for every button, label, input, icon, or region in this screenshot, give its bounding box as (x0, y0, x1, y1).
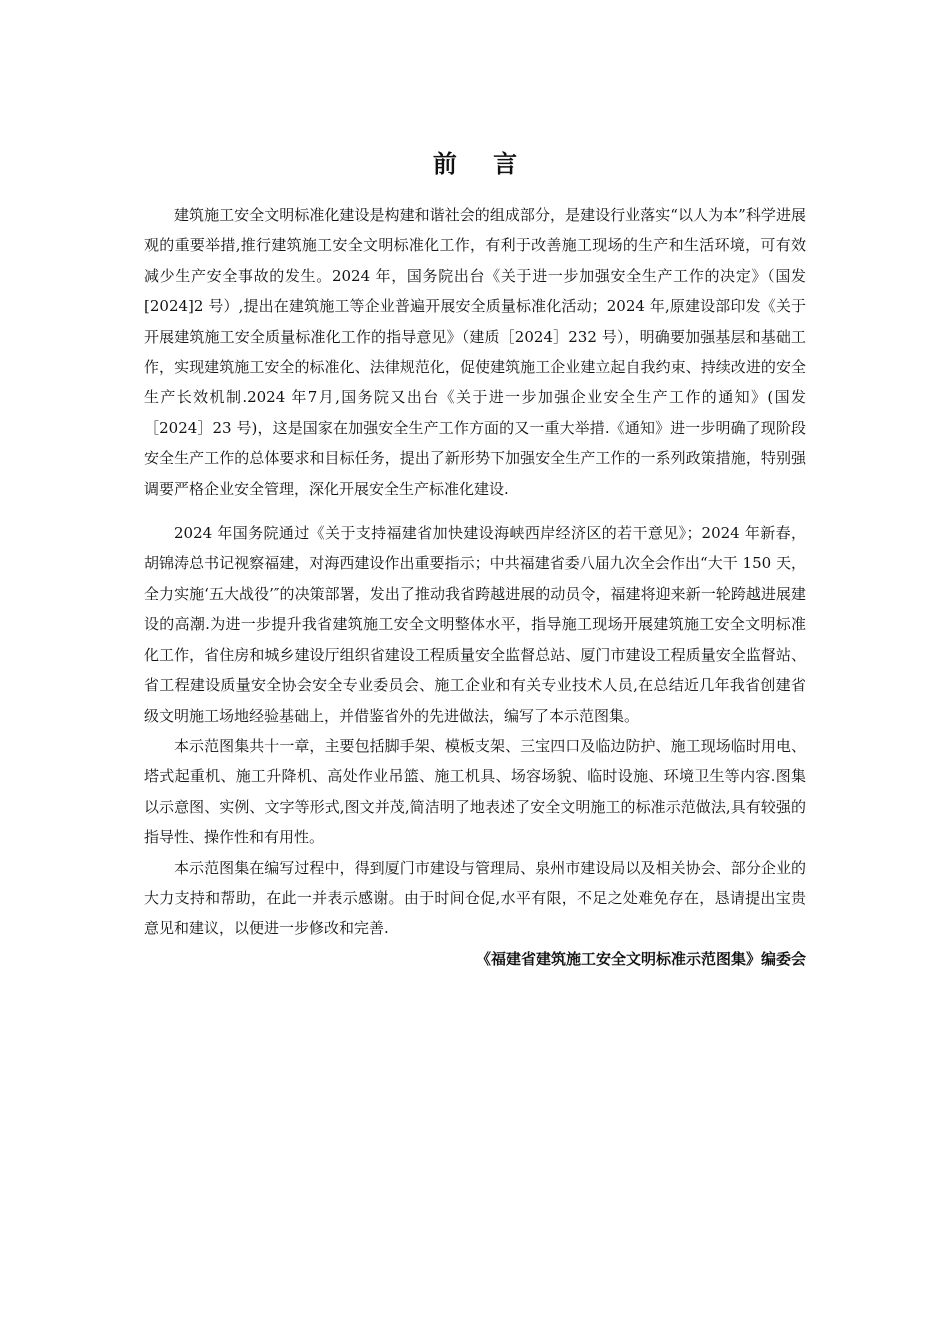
editorial-signature: 《福建省建筑施工安全文明标准示范图集》编委会 (475, 949, 806, 968)
paragraph-thanks: 本示范图集在编写过程中，得到厦门市建设与管理局、泉州市建设局以及相关协会、部分企业的大力支持和帮助，在此一并表示感谢。由于时间仓促,水平有限，不足之处难免存在，恳请提出宝贵意见和建议，以便进一步修改和完善. (144, 858, 806, 938)
paragraph-contents: 本示范图集共十一章，主要包括脚手架、模板支架、三宝四口及临边防护、施工现场临时用电、塔式起重机、施工升降机、高处作业吊篮、施工机具、场容场貌、临时设施、环境卫生等内容.图集以示意图、实例、文字等形式,图文并茂,简洁明了地表述了安全文明施工的标准示范做法,具有较强的指导性、操作性和有用性。 (144, 736, 806, 847)
paragraph-intro: 建筑施工安全文明标准化建设是构建和谐社会的组成部分，是建设行业落实“以人为本”科学进展观的重要举措,推行建筑施工安全文明标准化工作，有利于改善施工现场的生产和生活环境，可有效减少生产安全事故的发生。2024 年，国务院出台《关于进一步加强安全生产工作的决定》（国发[2024]2 号）,提出在建筑施工等企业普遍开展安全质量标准化活动；2024 年,原建设部印发《关于开展建筑施工安全质量标准化工作的指导意见》（建质［2024］232 号），明确要加强基层和基础工作，实现建筑施工安全的标准化、法律规范化，促使建筑施工企业建立起自我约束、持续改进的安全生产长效机制.2024 年7月,国务院又出台《关于进一步加强企业安全生产工作的通知》(国发［2024］23 号)，这是国家在加强安全生产工作方面的又一重大举措.《通知》进一步明确了现阶段安全生产工作的总体要求和目标任务，提出了新形势下加强安全生产工作的一系列政策措施，特别强调要严格企业安全管理，深化开展安全生产标准化建设. (144, 206, 806, 498)
page-title: 前 言 (432, 150, 532, 178)
document-page (144, 144, 806, 974)
paragraph-haixi: 2024 年国务院通过《关于支持福建省加快建设海峡西岸经济区的若干意见》；2024 年新春，胡锦涛总书记视察福建，对海西建设作出重要指示；中共福建省委八届九次全会作出“大干 150 天，全力实施‘五大战役’″的决策部署，发出了推动我省跨越进展的动员令，福建将迎来新一轮跨越进展建设的高潮.为进一步提升我省建筑施工安全文明整体水平，指导施工现场开展建筑施工安全文明标准化工作，省住房和城乡建设厅组织省建设工程质量安全监督总站、厦门市建设工程质量安全监督站、省工程建设质量安全协会安全专业委员会、施工企业和有关专业技术人员,在总结近几年我省创建省级文明施工场地经验基础上，并借鉴省外的先进做法，编写了本示范图集。 (144, 524, 806, 725)
